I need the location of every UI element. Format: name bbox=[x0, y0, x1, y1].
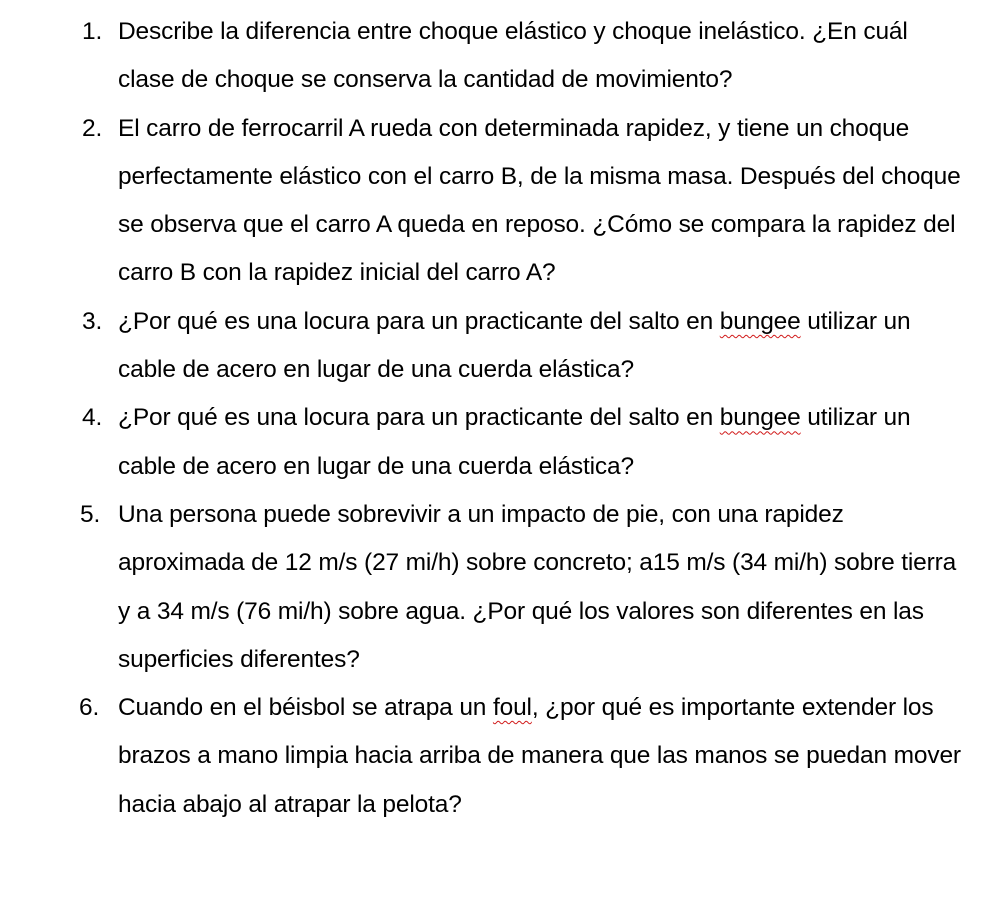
question-text bbox=[118, 308, 911, 383]
question-item bbox=[0, 8, 998, 105]
spellcheck-flagged-word: foul bbox=[492, 694, 532, 722]
question-text bbox=[118, 404, 911, 479]
question-text-segment: Una persona puede sobrevivir a un impacto de pie, con una rapidez aproximada de 12 m/s (27 mi/h) sobre concreto; a15 m/s (34 mi/h) sobre tierra y a 34 m/s (76 mi/h) sobre agua. ¿Por qué los valores son diferentes en las superficies diferentes? bbox=[118, 500, 957, 673]
question-number: 4. bbox=[82, 404, 103, 432]
question-number: 5. bbox=[80, 500, 101, 528]
question-text-segment: Cuando en el béisbol se atrapa un bbox=[118, 694, 493, 722]
question-number: 6. bbox=[79, 694, 100, 722]
question-text-segment: utilizar un cable de acero en lugar de una cuerda elástica? bbox=[118, 404, 911, 480]
question-text-segment: , ¿por qué es importante extender los brazos a mano limpia hacia arriba de manera que las manos se puedan mover hacia abajo al atrapar la pelota? bbox=[118, 694, 961, 818]
question-number: 1. bbox=[82, 18, 103, 45]
spellcheck-flagged-word: bungee bbox=[719, 307, 801, 335]
question-text bbox=[118, 115, 961, 287]
question-text-segment: ¿Por qué es una locura para un practicante del salto en bbox=[118, 404, 720, 432]
question-item bbox=[0, 298, 998, 395]
question-list bbox=[0, 8, 998, 829]
question-item bbox=[0, 394, 998, 491]
question-item bbox=[0, 105, 998, 298]
question-text bbox=[118, 18, 908, 93]
question-item bbox=[0, 491, 998, 684]
question-number: 2. bbox=[82, 114, 103, 142]
question-item bbox=[0, 684, 998, 829]
question-text bbox=[118, 694, 961, 818]
spellcheck-flagged-word: bungee bbox=[719, 404, 801, 432]
question-text-segment: Describe la diferencia entre choque elástico y choque inelástico. ¿En cuál clase de choque se conserva la cantidad de movimiento? bbox=[118, 18, 908, 94]
question-text-segment: utilizar un cable de acero en lugar de una cuerda elástica? bbox=[118, 307, 911, 384]
question-number: 3. bbox=[82, 307, 103, 335]
question-text bbox=[118, 501, 956, 673]
question-text-segment: El carro de ferrocarril A rueda con determinada rapidez, y tiene un choque perfectamente elástico con el carro B, de la misma masa. Después del choque se observa que el carro A queda en reposo. ¿Cómo se compara la rapidez del carro B con la rapidez inicial del carro A? bbox=[118, 114, 961, 287]
question-text-segment: ¿Por qué es una locura para un practicante del salto en bbox=[118, 307, 720, 335]
